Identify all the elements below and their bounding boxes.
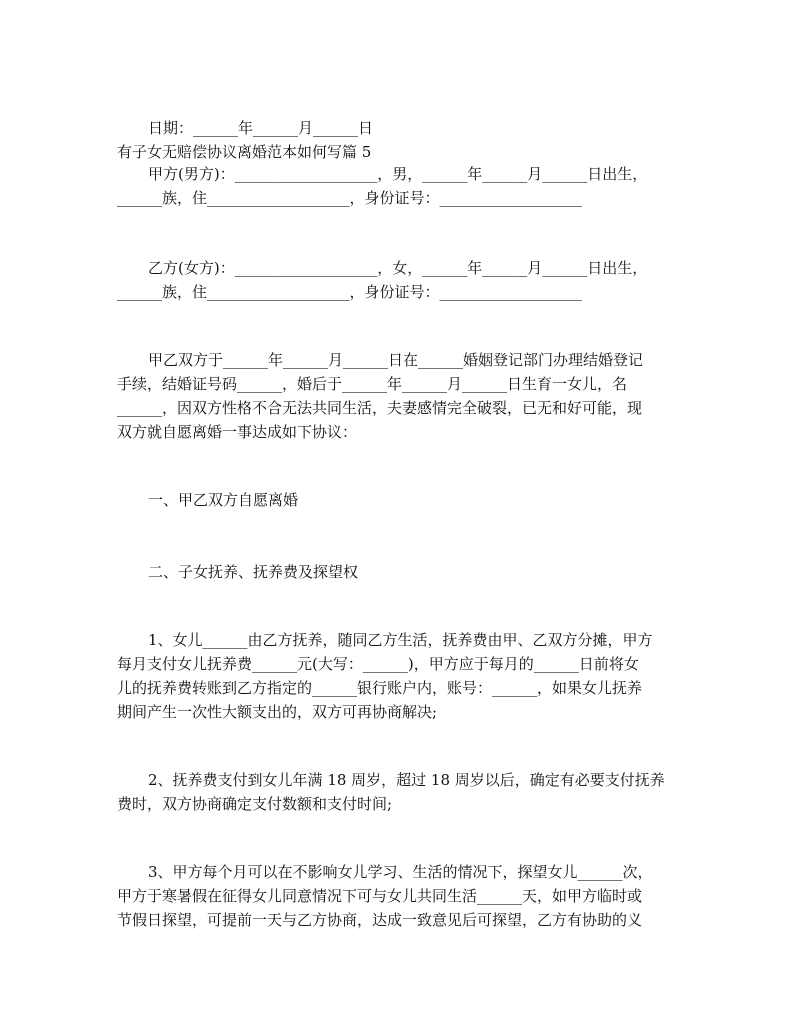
clause-2-line-1: 2、抚养费支付到女儿年满 18 周岁，超过 18 周岁以后，确定有必要支付抚养: [148, 771, 665, 789]
intro-line-2: 手续，结婚证号码______，婚后于______年______月______日生育一女儿，名: [117, 375, 628, 393]
document-title: 有子女无赔偿协议离婚范本如何写篇 5: [117, 143, 372, 161]
clause-3-line-2: 甲方于寒暑假在征得女儿同意情况下可与女儿共同生活______天，如甲方临时或: [117, 887, 643, 905]
section-heading-2: 二、子女抚养、抚养费及探望权: [148, 563, 359, 581]
party-a-line-1: 甲方(男方)：___________________，男，______年______月______日出生，: [148, 165, 648, 183]
party-a-line-2: ______族，住___________________，身份证号：___________________: [117, 189, 583, 207]
clause-1-line-3: 儿的抚养费转账到乙方指定的______银行账户内，账号：______，如果女儿抚养: [117, 679, 643, 697]
clause-3-line-1: 3、甲方每个月可以在不影响女儿学习、生活的情况下，探望女儿______次，: [148, 863, 653, 881]
party-b-line-2: ______族，住___________________，身份证号：___________________: [117, 283, 583, 301]
clause-1-line-1: 1、女儿______由乙方抚养，随同乙方生活，抚养费由甲、乙双方分摊，甲方: [148, 631, 653, 649]
clause-2-line-2: 费时，双方协商确定支付数额和支付时间;: [117, 795, 393, 813]
intro-line-4: 双方就自愿离婚一事达成如下协议：: [117, 423, 358, 441]
intro-line-1: 甲乙双方于______年______月______日在______婚姻登记部门办理结婚登记: [148, 351, 644, 369]
section-heading-1: 一、甲乙双方自愿离婚: [148, 491, 299, 509]
intro-line-3: ______，因双方性格不合无法共同生活，夫妻感情完全破裂，已无和好可能，现: [117, 399, 643, 417]
clause-1-line-2: 每月支付女儿抚养费______元(大写：______)，甲方应于每月的______日前将女: [117, 655, 639, 673]
clause-1-line-4: 期间产生一次性大额支出的，双方可再协商解决;: [117, 703, 438, 721]
date-line: 日期：______年______月______日: [148, 119, 374, 137]
clause-3-line-3: 节假日探望，可提前一天与乙方协商，达成一致意见后可探望，乙方有协助的义: [117, 911, 643, 929]
party-b-line-1: 乙方(女方)：___________________，女，______年______月______日出生，: [148, 259, 648, 277]
